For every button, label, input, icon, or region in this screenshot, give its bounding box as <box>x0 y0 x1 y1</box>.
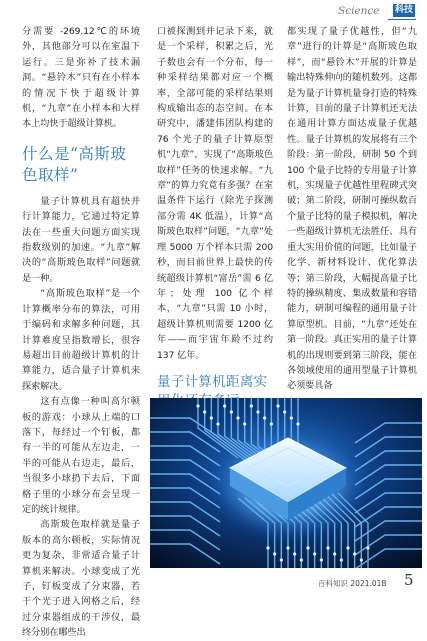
paragraph: 分需要 -269.12℃的环境外，其他部分可以在室温下运行。三是弥补了技术漏洞。“悬铃木”只有在小样本的情况下快于超级计算机，“九章”在小样本和大样本上均快于超级计算机。 <box>22 26 140 130</box>
paragraph: 这有点像一种叫高尔顿板的游戏：小球从上端的口落下，每经过一个钉板，都有一半的可能从左边走，一半的可能从右边走，最后，当很多小球扔下去后，下面格子里的小球分布会呈现一定的统计规律。 <box>22 396 140 515</box>
paragraph: 口被探测到并记录下来，就是一个采样，积累之后，光子数也会有一个分布，每一种采样结果都对应一个概率，全部可能的采样结果则构成输出态的态空间。在本研究中，潘建伟团队构建的 76 个光子的量子计算原型机“九章”，实现了“高斯玻色取样”任务的快速求解。“九章”的算力究竟有多强？在室温条件下运行（除光子探测部分需 4K 低温），计算“高斯玻色取样”问题，“九章”处理 5000 万个样本只需 200 秒，而目前世界上最快的传统超级计算机“富岳”需 6 亿年；处理 100 亿个样本，“九章”只需 10 小时，超级计算机则需要 1200 亿年——而宇宙年龄不过约 137 亿年。 <box>157 26 273 361</box>
paragraph: 量子计算机具有超快并行计算能力，它通过特定算法在一些重大问题方面实现指数级别的加速。“九章”解决的“高斯玻色取样”问题就是一种。 <box>22 195 140 284</box>
header-rule <box>388 19 416 20</box>
column-1 <box>22 24 140 641</box>
page-number: 5 <box>404 571 414 589</box>
column-3 <box>287 24 417 394</box>
section-label: Science <box>338 5 380 17</box>
section-tag: 科技 <box>394 5 413 15</box>
quantum-chip-illustration <box>150 398 422 568</box>
section-heading: 量子计算机距离实 <box>157 373 268 390</box>
journal-issue: 百科知识 2021.01B <box>318 579 387 588</box>
paragraph: 都实现了量子优越性，但“九章”进行的计算是“高斯玻色取样”，而“悬铃木”开展的计算是输出特殊伸向的随机数列。这都是为量子计算机量身打造的特殊计算，目前的量子计算机还无法在通用计算方面达成量子优越性。量子计算机的发展将有三个阶段：第一阶段，研制 50 个到 100 个量子比特的专用量子计算机，实现量子优越性里程碑式突破；第二阶段，研制可操纵数百个量子比特的量子模拟机，解决一些超级计算机无法胜任、具有重大实用价值的问题，比如量子化学、新材料设计、优化算法等；第三阶段，大幅提高量子比特的操纵精度、集成数量和容错能力，研制可编程的通用量子计算原型机。目前，“九章”还处在第一阶段。真正实用的量子计算机的出现则要到第三阶段，能在各领域使用的通用型量子计算机必须要具备 <box>287 26 417 392</box>
column-2 <box>157 24 273 430</box>
section-heading: 什么是“高斯玻色取样” <box>22 144 127 184</box>
paragraph: 高斯玻色取样就是量子版本的高尔顿板，实际情况更为复杂，非常适合量子计算机来解决。小球变成了光子，钉板变成了分束器，若干个光子进入网格之后，经过分束器组成的干涉仪，最终分别在哪些出 <box>22 519 140 639</box>
paragraph: “高斯玻色取样”是一个计算概率分布的算法，可用于编码和求解多种问题，其计算难度呈指数增长，很容易超出目前超级计算机的计算能力，适合量子计算机来探索解决。 <box>22 288 140 392</box>
